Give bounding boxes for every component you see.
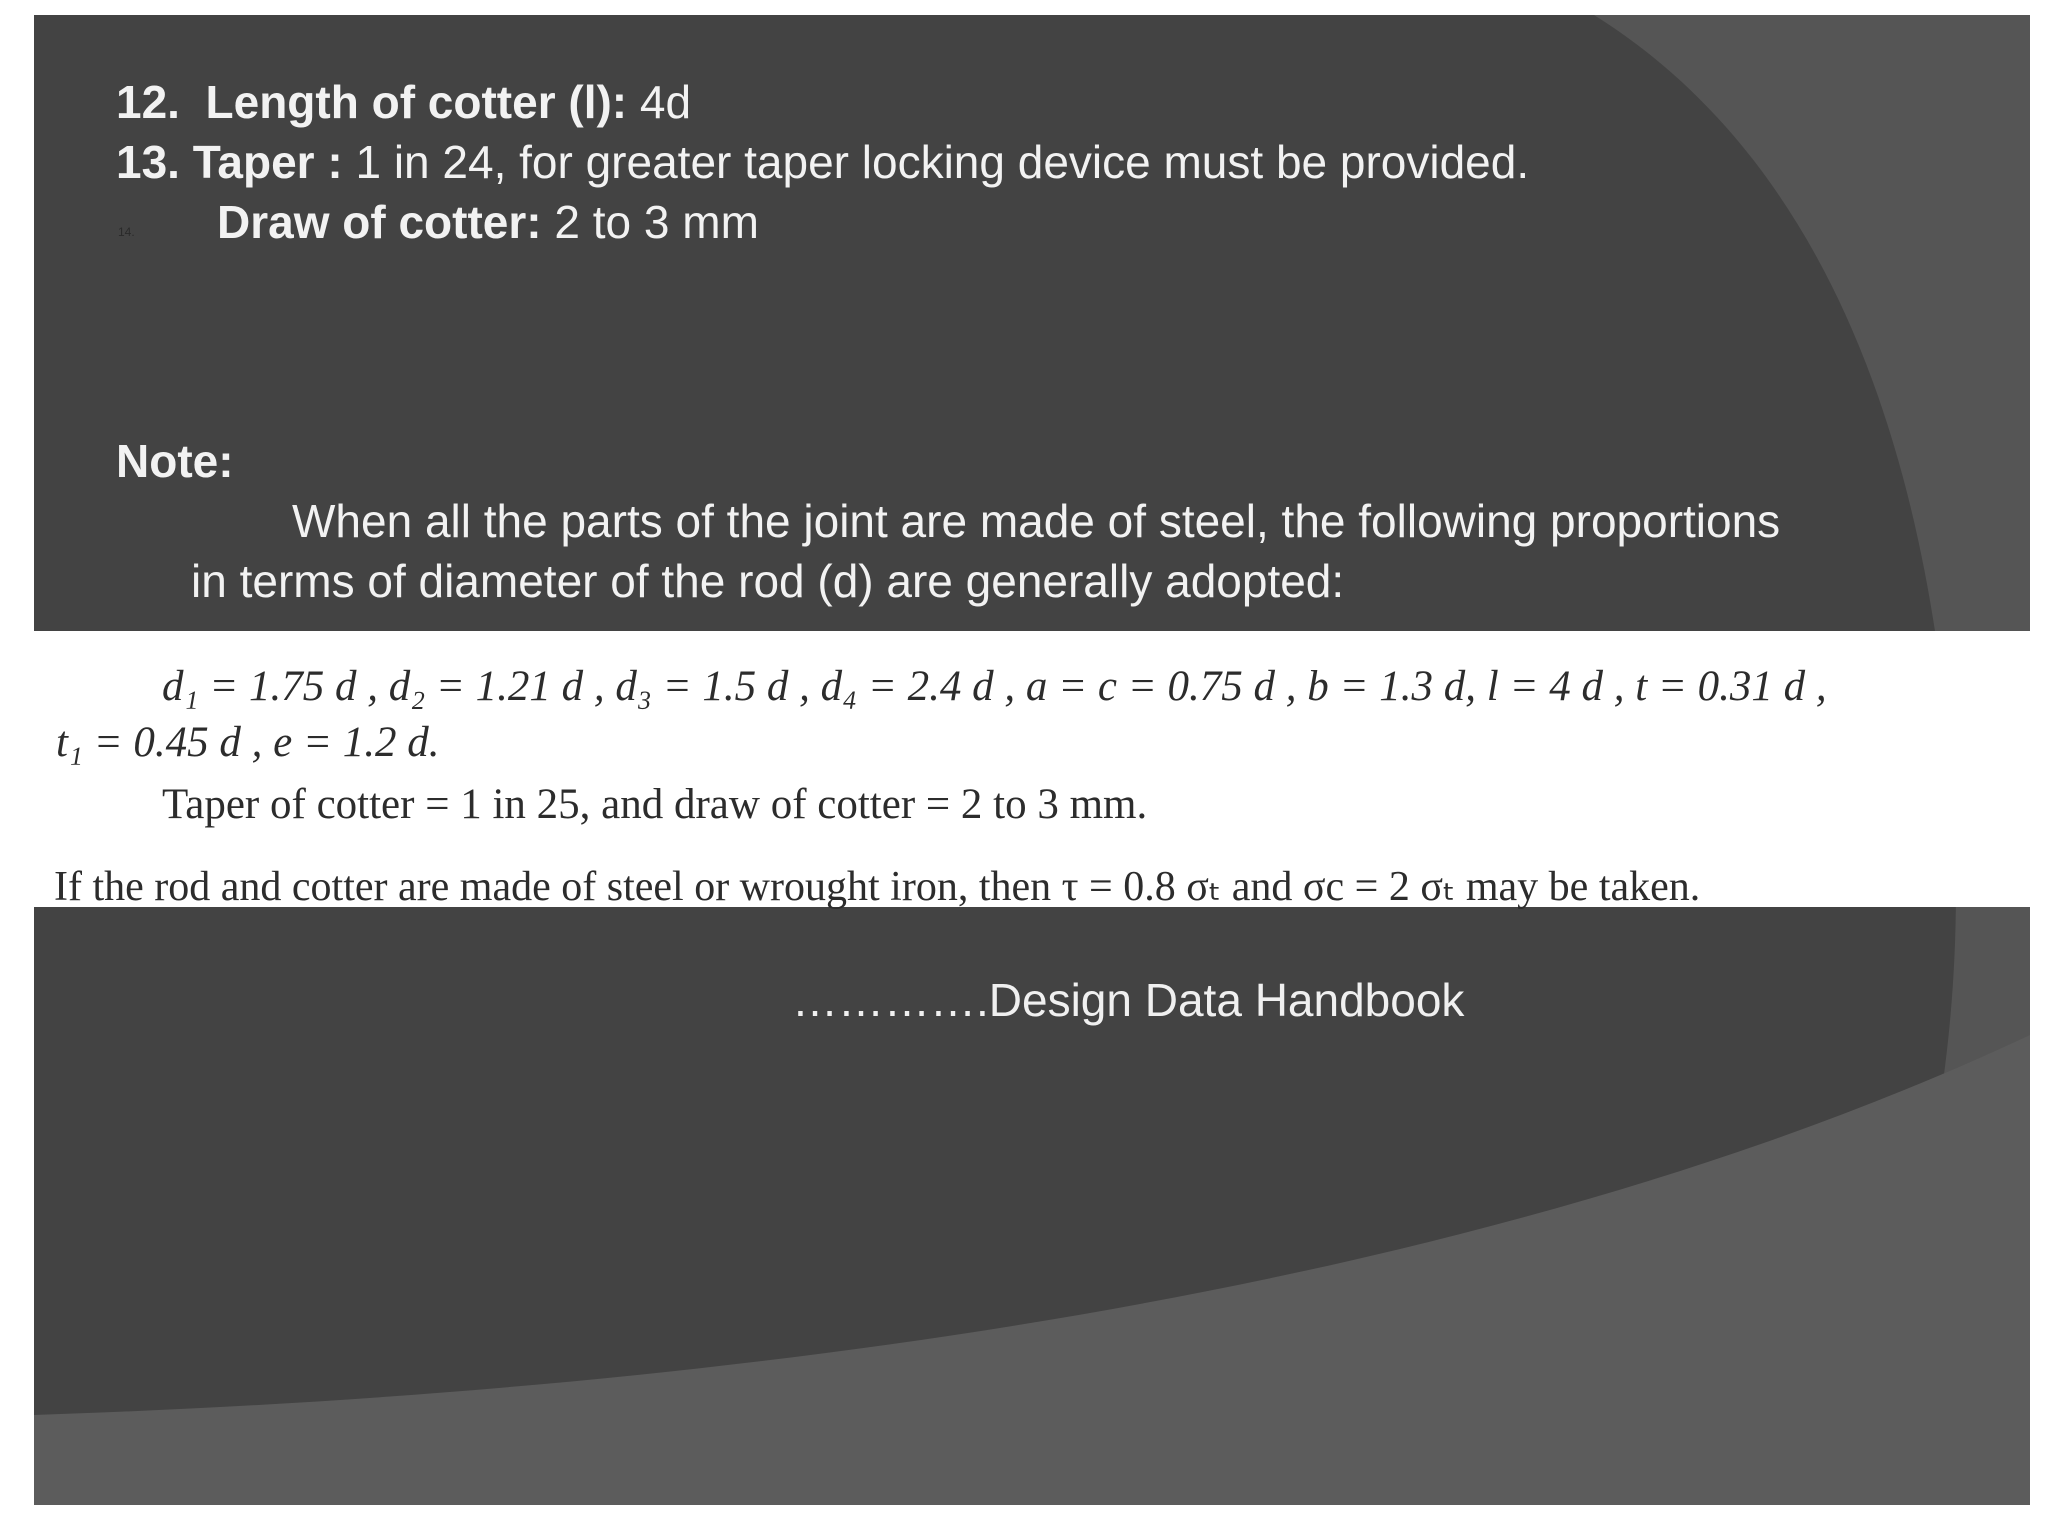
item-13 xyxy=(116,136,1530,188)
note-line-1: When all the parts of the joint are made of steel, the following proportions xyxy=(292,495,1781,547)
source-citation: ………….Design Data Handbook xyxy=(792,974,1465,1026)
item-12-number: 12. xyxy=(116,76,180,128)
formula-line-2: t₁ = 0.45 d , e = 1.2 d. xyxy=(56,719,440,766)
item-14 xyxy=(217,196,759,248)
item-13-label: Taper : xyxy=(192,136,343,188)
steel-formula: If the rod and cotter are made of steel or wrought iron, then τ = 0.8 σₜ and σc = 2 σₜ may be taken. xyxy=(54,864,1701,910)
item-14-number: 14. xyxy=(118,225,135,239)
note-heading-text: Note: xyxy=(116,435,234,487)
item-14-value: 2 to 3 mm xyxy=(554,196,759,248)
item-12 xyxy=(116,76,692,128)
item-14-label: Draw of cotter: xyxy=(217,196,542,248)
formula-band xyxy=(34,631,2030,910)
item-12-label: Length of cotter (l): xyxy=(205,76,628,128)
item-13-value: 1 in 24, for greater taper locking device must be provided. xyxy=(355,136,1530,188)
item-13-number: 13. xyxy=(116,136,180,188)
note-line-2: in terms of diameter of the rod (d) are generally adopted: xyxy=(191,555,1345,607)
taper-formula: Taper of cotter = 1 in 25, and draw of cotter = 2 to 3 mm. xyxy=(162,781,1148,828)
note-heading xyxy=(116,435,234,487)
formula-line-1: d₁ = 1.75 d , d₂ = 1.21 d , d₃ = 1.5 d , d₄ = 2.4 d , a = c = 0.75 d , b = 1.3 d, l = 4 d , t = 0.31 d , xyxy=(162,663,1827,710)
item-12-value: 4d xyxy=(639,76,692,128)
slide xyxy=(34,15,2030,1505)
